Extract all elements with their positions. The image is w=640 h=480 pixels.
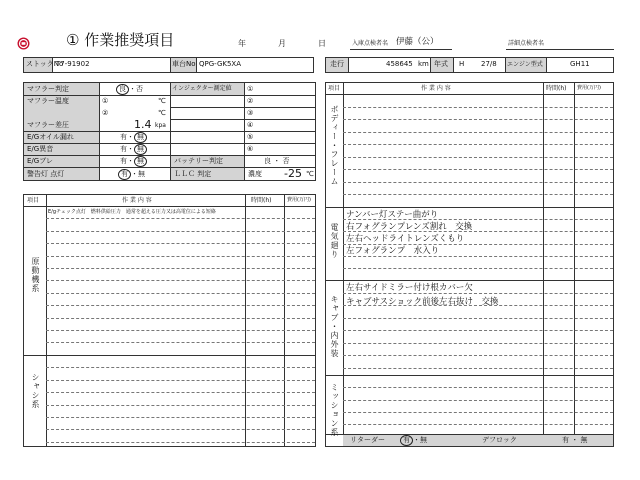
vehicle-info-box [325, 57, 614, 73]
chassis-value: QPG-GK5XA [199, 60, 241, 68]
cab-item-1: 左右サイドミラー付け根カバー欠 [346, 283, 473, 293]
injector-2: ② [247, 97, 254, 105]
injector-6: ⑥ [247, 145, 254, 153]
row-line [343, 368, 613, 369]
row-line [343, 169, 613, 170]
electrical-item-2: 右フォグランプレンズ割れ 交換 [346, 222, 473, 232]
muffler-temp-1-unit: ℃ [158, 97, 166, 105]
battery-value: 良 ・ 否 [264, 157, 290, 165]
row-line [46, 305, 315, 306]
row-line [343, 343, 613, 344]
row-line [343, 268, 613, 269]
cab-item-2: キャブサスショック前後左右抜け 交換 [346, 297, 499, 307]
battery-label: バッテリー判定 [174, 157, 223, 165]
injector-5: ⑤ [247, 133, 254, 141]
mission-section-label: ミッション系 [330, 383, 339, 437]
model-year-label: 年式 [434, 60, 448, 68]
injector-3: ③ [247, 109, 254, 117]
llc-value: -25 [284, 167, 302, 180]
era-label: H [459, 60, 465, 68]
row-line [46, 256, 315, 257]
row-line [46, 342, 315, 343]
row-line [343, 194, 613, 195]
row-line [343, 219, 613, 220]
vibration-label: E/Gブレ [27, 157, 53, 165]
electrical-item-4: 左フォグランプ 水入り [346, 246, 440, 256]
right-col-time: 時間(h) [546, 85, 567, 92]
right-work-table [325, 82, 614, 447]
llc-label: ＬＬＣ 判定 [174, 170, 212, 178]
row-line [343, 119, 613, 120]
right-col-content: 作 業 内 容 [421, 85, 451, 92]
inspector-label: 入庫点検者名 [352, 40, 389, 47]
llc-unit: ℃ [306, 170, 314, 178]
row-line [46, 318, 315, 319]
row-line [46, 330, 315, 331]
mileage-unit: km [418, 60, 429, 68]
row-line [46, 231, 315, 232]
muffler-judge-label: マフラー判定 [27, 85, 69, 93]
stock-value: T7-91902 [56, 60, 90, 68]
month-label: 月 [278, 39, 286, 48]
cab-section-label: キャブ・内外装 [330, 295, 339, 358]
right-col-item: 項目 [328, 85, 341, 92]
oil-leak-value: 有・ 無 [120, 132, 147, 143]
model-year-value: 27/8 [481, 60, 497, 68]
llc-conc-label: 濃度 [248, 170, 262, 178]
row-line [343, 256, 613, 257]
muffler-pressure-value: 1.4 [134, 118, 152, 131]
detail-inspector-label: 詳細点検者名 [508, 40, 545, 47]
vibration-value: 有・ 無 [120, 156, 147, 167]
row-line [46, 442, 315, 443]
engine-note: E/gチェック点灯 燃料供給圧力 通常を超える圧力又は高電位による短絡 [48, 209, 216, 215]
row-line [46, 367, 315, 368]
engine-type-label: エンジン型式 [507, 61, 543, 68]
chassis-label: 車台No [172, 60, 196, 68]
electrical-item-1: ナンバー灯ステー曲がり [346, 210, 439, 220]
row-line [343, 355, 613, 356]
row-line [46, 268, 315, 269]
body-frame-section-label: ボディー・フレーム [330, 105, 339, 186]
muffler-judge-value: 良 ・否 [116, 84, 143, 95]
oil-leak-label: E/Gオイル漏れ [27, 133, 74, 141]
inspection-check-grid [23, 82, 316, 181]
inspector-name: 伊藤（公） [396, 37, 439, 47]
muffler-temp-2: ② [102, 109, 109, 117]
injector-1: ① [247, 85, 254, 93]
stock-info-box [23, 57, 314, 73]
muffler-temp-label: マフラー温度 [27, 97, 69, 105]
warning-light-value: 有 ・無 [118, 169, 145, 180]
row-line [343, 107, 613, 108]
company-emblem-icon [17, 35, 30, 48]
row-line [343, 387, 613, 388]
abnormal-sound-label: E/G異音 [27, 145, 54, 153]
year-label: 年 [238, 39, 246, 48]
muffler-pressure-unit: kpa [155, 122, 166, 129]
row-line [343, 144, 613, 145]
injector-4: ④ [247, 121, 254, 129]
page-title: ① 作業推奨項目 [66, 31, 175, 49]
row-line [46, 405, 315, 406]
row-line [46, 280, 315, 281]
muffler-pressure-label: マフラー差圧 [27, 121, 69, 129]
row-line [46, 417, 315, 418]
diff-lock-label: デフロック [482, 436, 517, 444]
row-line [46, 392, 315, 393]
row-line [343, 330, 613, 331]
electrical-item-3: 左右ヘッドライトレンズくもり [346, 234, 465, 244]
muffler-temp-2-unit: ℃ [158, 109, 166, 117]
row-line [343, 424, 613, 425]
electrical-section-label: 電気廻り [330, 223, 339, 259]
row-line [46, 429, 315, 430]
left-col-item: 項目 [27, 197, 40, 204]
diff-lock-value: 有 ・ 無 [562, 436, 588, 444]
right-col-cost: 費用(万円) [577, 85, 601, 91]
injector-label: インジェクター測定値 [172, 85, 232, 92]
stock-label: ストックNo [26, 60, 64, 68]
muffler-temp-1: ① [102, 97, 109, 105]
row-line [343, 400, 613, 401]
row-line [343, 318, 613, 319]
row-line [343, 157, 613, 158]
engine-type-value: GH11 [570, 60, 590, 68]
day-label: 日 [318, 39, 326, 48]
left-col-cost: 費用(万円) [287, 197, 311, 203]
row-line [343, 305, 613, 306]
warning-light-label: 警告灯 点灯 [27, 170, 65, 178]
chassis-section-label: シャシ系 [31, 373, 40, 409]
row-line [46, 218, 315, 219]
left-work-table [23, 194, 316, 447]
retarder-value: 有 ・無 [400, 435, 427, 446]
left-col-content: 作 業 内 容 [122, 197, 152, 204]
row-line [343, 182, 613, 183]
row-line [46, 243, 315, 244]
engine-section-label: 原動機系 [31, 257, 40, 293]
mileage-value: 458645 [386, 60, 413, 68]
row-line [343, 412, 613, 413]
mileage-label: 走行 [330, 60, 344, 68]
row-line [343, 293, 613, 294]
row-line [343, 231, 613, 232]
row-line [343, 132, 613, 133]
row-line [46, 293, 315, 294]
retarder-label: リターダー [350, 436, 385, 444]
abnormal-sound-value: 有・ 無 [120, 144, 147, 155]
row-line [46, 380, 315, 381]
row-line [343, 244, 613, 245]
left-col-time: 時間(h) [251, 197, 272, 204]
